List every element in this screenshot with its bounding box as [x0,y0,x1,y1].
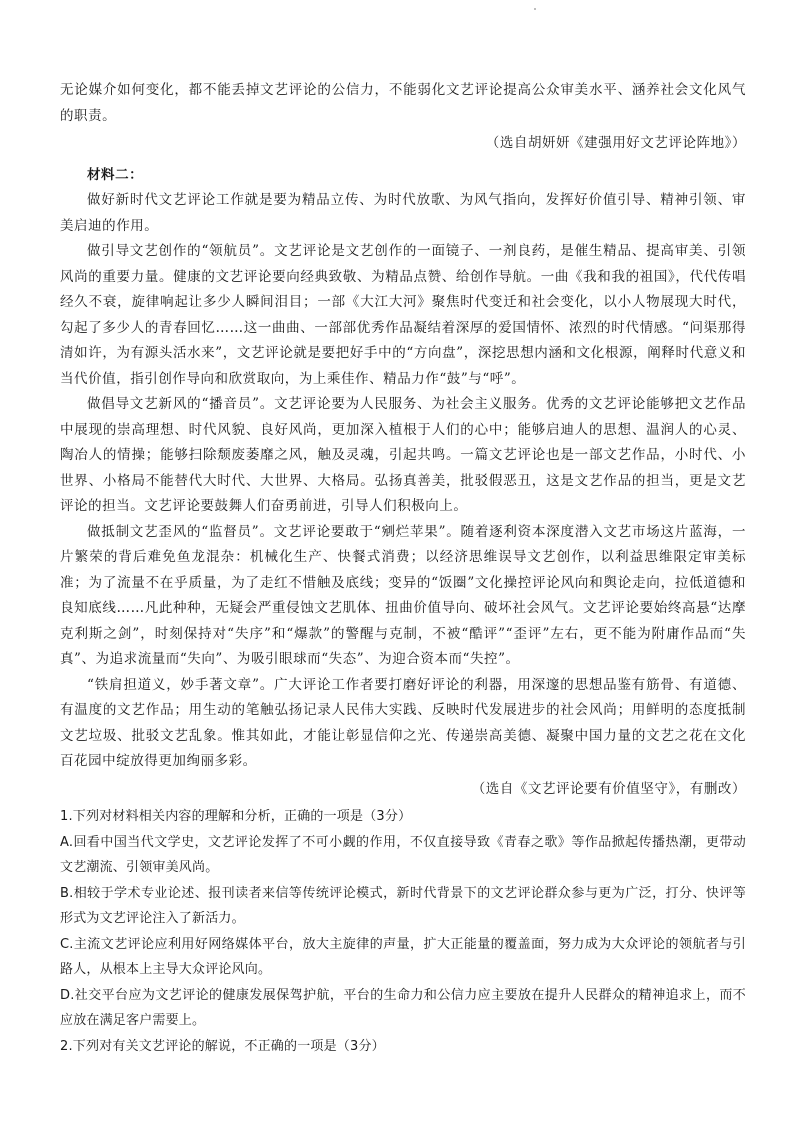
scan-dot [534,8,536,10]
question-1-stem: 1.下列对材料相关内容的理解和分析，正确的一项是（3分） [60,809,412,824]
material-2-paragraph: 做引导文艺创作的“领航员”。文艺评论是文艺创作的一面镜子、一剂良药，是催生精品、提高审美、引领风尚的重要力量。健康的文艺评论要向经典致敬、为精品点赞、给创作导航。一曲《我和我的祖国》，代代传唱经久不衰，旋律响起让多少人瞬间泪目；一部《大江大河》聚焦时代变迁和社会变化，以小人物展现大时代，勾起了多少人的青春回忆……这一曲曲、一部部优秀作品凝结着深厚的爱国情怀、浓烈的时代情感。“问渠那得清如许，为有源头活水来”，文艺评论就是要把好手中的“方向盘”，深挖思想内涵和文化根源，阐释时代意义和当代价值，指引创作导向和欣赏取向，为上乘佳作、精品力作“鼓”与“呼”。 [60,243,746,387]
question-1-option-c: C.主流文艺评论应利用好网络媒体平台，放大主旋律的声量，扩大正能量的覆盖面，努力成为大众评论的领航者与引路人，从根本上主导大众评论风向。 [60,936,746,977]
question-1-option-d: D.社交平台应为文艺评论的健康发展保驾护航，平台的生命力和公信力应主要放在提升人民群众的精神追求上，而不应放在满足客户需要上。 [60,987,746,1028]
question-1-option-a: A.回看中国当代文学史，文艺评论发挥了不可小觑的作用，不仅直接导致《青春之歌》等作品掀起传播热潮，更带动文艺潮流、引领审美风尚。 [60,834,746,875]
source-citation-2: （选自《文艺评论要有价值坚守》，有删改） [471,780,746,797]
source-citation-1: （选自胡妍妍《建强用好文艺评论阵地》） [485,135,746,151]
document-page [60,78,746,1059]
material-2-heading: 材料二： [87,166,144,183]
material-2-paragraph: 做倡导文艺新风的“播音员”。文艺评论要为人民服务、为社会主义服务。优秀的文艺评论能够把文艺作品中展现的崇高理想、时代风貌、良好风尚，更加深入植根于人们的心中；能够启迪人的思想、温润人的心灵、陶冶人的情操；能够扫除颓废萎靡之风，触及灵魂，引起共鸣。一篇文艺评论也是一部文艺作品，小时代、小世界、小格局不能替代大时代、大世界、大格局。弘扬真善美，批驳假恶丑，这是文艺作品的担当，更是文艺评论的担当。文艺评论要鼓舞人们奋勇前进，引导人们积极向上。 [60,396,746,514]
material-2-paragraph: 做好新时代文艺评论工作就是要为精品立传、为时代放歌、为风气指向，发挥好价值引导、精神引领、审美启迪的作用。 [60,192,746,234]
question-2-stem: 2.下列对有关文艺评论的解说，不正确的一项是（3分） [60,1038,385,1054]
material-2-paragraph: “铁肩担道义，妙手著文章”。广大评论工作者要打磨好评论的利器，用深邃的思想品鉴有筋骨、有道德、有温度的文艺作品；用生动的笔触弘扬记录人民伟大实践、反映时代发展进步的社会风尚；用鲜明的态度抵制文艺垃圾、批驳文艺乱象。惟其如此，才能让彰显信仰之光、传递崇高美德、凝聚中国力量的文艺之花在文化百花园中绽放得更加绚丽多彩。 [60,676,746,769]
intro-paragraph: 无论媒介如何变化，都不能丢掉文艺评论的公信力，不能弱化文艺评论提高公众审美水平、涵养社会文化风气的职责。 [60,82,746,124]
material-2-paragraph: 做抵制文艺歪风的“监督员”。文艺评论要敢于“剜烂苹果”。随着逐利资本深度潜入文艺市场这片蓝海，一片繁荣的背后难免鱼龙混杂：机械化生产、快餐式消费；以经济思维误导文艺创作，以利益思维限定审美标准；为了流量不在乎质量，为了走红不惜触及底线；变异的“饭圈”文化操控评论风向和舆论走向，拉低道德和良知底线……凡此种种，无疑会严重侵蚀文艺肌体、扭曲价值导向、破坏社会风气。文艺评论要始终高悬“达摩克利斯之剑”，时刻保持对“失序”和“爆款”的警醒与克制，不被“酷评”“歪评”左右，更不能为附庸作品而“失真”、为追求流量而“失向”、为吸引眼球而“失态”、为迎合资本而“失控”。 [60,523,746,667]
question-1-option-b: B.相较于学术专业论述、报刊读者来信等传统评论模式，新时代背景下的文艺评论群众参与更为广泛，打分、快评等形式为文艺评论注入了新活力。 [60,885,746,926]
